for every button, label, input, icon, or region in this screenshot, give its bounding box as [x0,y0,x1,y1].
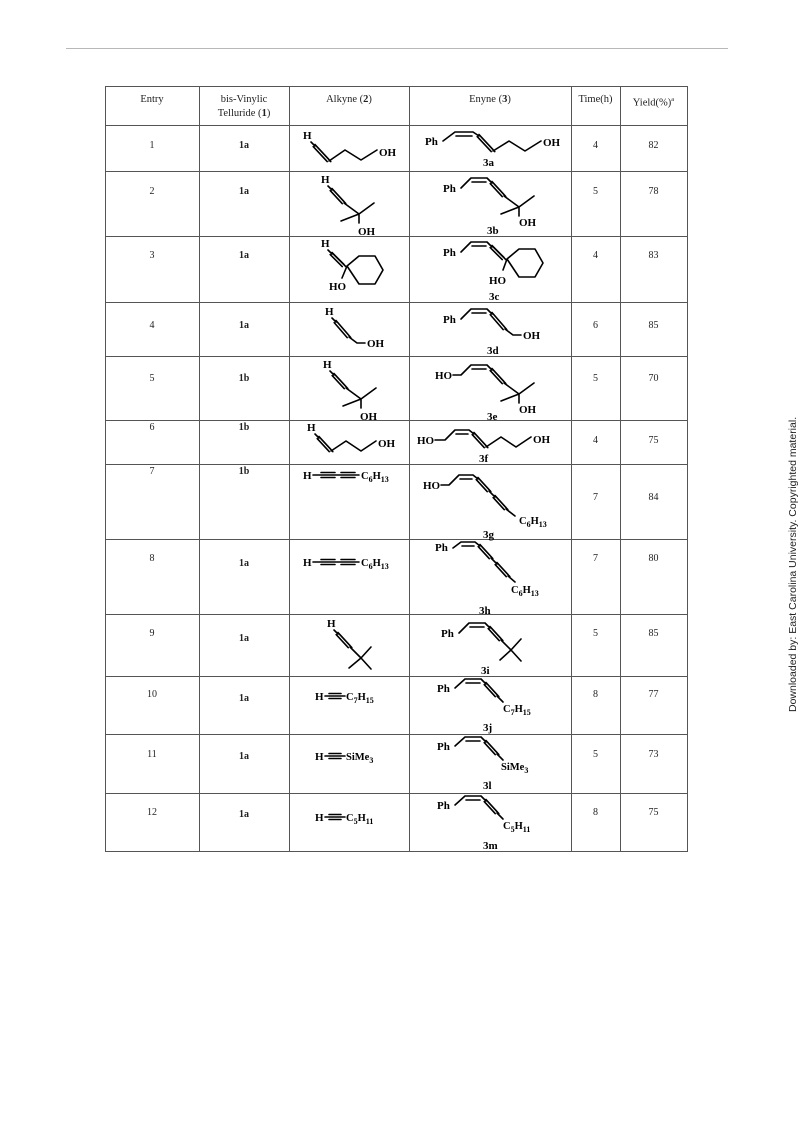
svg-text:SiMe3: SiMe$_3$ [346,752,374,765]
yield-cell: 70 [648,373,659,384]
alkyne-structure-2 [301,174,409,236]
svg-text:Ph: Ph [443,183,456,195]
entry-cell: 3 [149,250,155,261]
svg-text:OH: OH [519,217,537,229]
row-divider [105,614,688,615]
entry-cell: 9 [149,628,155,639]
telluride-cell: 1a [239,250,249,261]
header-enyne: Enyne (3) [469,94,511,105]
enyne-structure-3j [415,678,571,734]
entry-cell: 6 [149,422,155,433]
row-divider [105,734,688,735]
telluride-cell: 1a [239,186,249,197]
svg-text:H: H [315,751,324,763]
enyne-label: 3a [483,157,494,169]
yield-cell: 82 [648,140,659,151]
svg-text:HO: HO [423,480,441,492]
telluride-cell: 1a [239,751,249,762]
row-divider [105,676,688,677]
row-divider [105,171,688,172]
enyne-label: 3h [479,605,491,617]
time-cell: 6 [593,320,598,331]
svg-text:Ph: Ph [437,741,450,753]
enyne-label: 3m [483,840,498,852]
svg-text:OH: OH [358,226,376,238]
header-entry: Entry [140,94,164,105]
enyne-structure-3l [415,736,571,792]
download-watermark: Downloaded by: East Carolina University. Copyrighted material. [787,416,799,712]
svg-text:H: H [321,238,330,250]
alkyne-structure-5 [301,359,409,421]
svg-text:C7H15: $C_7H_{15}$ [503,704,531,717]
svg-text:C5H11: $C_5H_{11}$ [503,821,531,834]
svg-text:Ph: Ph [443,247,456,259]
yield-cell: 75 [648,435,659,446]
alkyne-structure-11 [301,746,409,770]
time-cell: 5 [593,628,598,639]
svg-text:H: H [307,422,316,434]
svg-text:Ph: Ph [425,136,438,148]
enyne-structure-3g [415,466,571,539]
entry-cell: 8 [149,553,155,564]
enyne-structure-3b [415,174,571,236]
yield-cell: 73 [648,749,659,760]
header-yield: Yield(%)$^a$ [632,96,675,109]
header-telluride: bis-Vinylic Telluride (1) [217,94,271,119]
telluride-cell: 1a [239,809,249,820]
svg-text:H: H [327,618,336,630]
yield-cell: 83 [648,250,659,261]
telluride-cell: 1a [239,320,249,331]
alkyne-structure-6 [301,422,409,462]
entry-cell: 7 [149,466,155,477]
yield-cell: 75 [648,807,659,818]
row-divider [105,356,688,357]
table-border [105,851,688,852]
alkyne-structure-12 [301,807,409,831]
svg-text:H: H [323,359,332,371]
time-cell: 7 [593,492,598,503]
col-divider [289,86,290,852]
enyne-structure-3i [415,617,571,675]
enyne-label: 3c [489,291,500,303]
svg-text:OH: OH [519,404,537,416]
svg-text:Ph: Ph [435,542,448,554]
results-table [105,86,688,852]
svg-text:H: H [303,557,312,569]
table-border [687,86,688,852]
alkyne-structure-1 [301,130,409,170]
header-rule [66,48,728,49]
alkyne-structure-4 [301,305,409,355]
enyne-label: 3f [479,453,489,465]
enyne-structure-3a [415,128,571,172]
enyne-label: 3l [483,780,492,792]
telluride-cell: 1a [239,633,249,644]
enyne-structure-3m [415,795,571,851]
telluride-cell: 1b [238,466,250,477]
alkyne-structure-10 [301,686,409,710]
enyne-structure-3c [415,238,571,302]
table-border [105,86,688,87]
svg-text:Ph: Ph [443,314,456,326]
time-cell: 4 [593,250,598,261]
telluride-cell: 1b [238,422,250,433]
svg-text:OH: OH [379,147,397,159]
alkyne-structure-9 [301,617,409,675]
svg-text:H: H [315,812,324,824]
enyne-label: 3d [487,345,499,357]
enyne-structure-3d [415,305,571,355]
yield-cell: 77 [648,689,659,700]
header-alkyne: Alkyne (2) [326,94,372,105]
entry-cell: 12 [147,807,157,818]
telluride-cell: 1a [239,558,249,569]
time-cell: 8 [593,689,598,700]
alkyne-structure-3 [301,238,409,302]
entry-cell: 2 [149,186,155,197]
enyne-structure-3f [415,422,571,464]
svg-text:OH: OH [533,434,551,446]
enyne-label: 3e [487,411,498,423]
row-divider [105,793,688,794]
enyne-label: 3g [483,529,494,541]
entry-cell: 4 [149,320,155,331]
header-time: Time(h) [578,94,613,105]
entry-cell: 5 [149,373,155,384]
svg-text:H: H [303,130,312,142]
alkyne-structure-7 [301,466,409,490]
svg-text:OH: OH [523,330,541,342]
row-divider [105,539,688,540]
svg-text:HO: HO [329,281,347,293]
svg-text:H: H [325,306,334,318]
svg-text:C6H13: $C_6H_{13}$ [361,471,389,484]
yield-cell: 85 [648,320,659,331]
time-cell: 5 [593,373,598,384]
svg-text:HO: HO [417,435,435,447]
row-divider [105,302,688,303]
col-divider [571,86,572,852]
time-cell: 4 [593,140,598,151]
time-cell: 4 [593,435,598,446]
svg-text:OH: OH [543,137,561,149]
svg-text:HO: HO [435,370,453,382]
col-divider [409,86,410,852]
entry-cell: 11 [147,749,157,760]
enyne-label: 3j [483,722,493,734]
svg-text:C6H13: $C_6H_{13}$ [519,516,547,529]
svg-text:Ph: Ph [437,683,450,695]
svg-text:C5H11: $C_5H_{11}$ [346,813,374,826]
yield-cell: 78 [648,186,659,197]
svg-text:C6H13: $C_6H_{13}$ [361,558,389,571]
svg-text:H: H [303,470,312,482]
yield-cell: 80 [648,553,659,564]
row-divider [105,125,688,126]
enyne-label: 3i [481,665,490,677]
telluride-cell: 1b [238,373,250,384]
entry-cell: 1 [149,140,155,151]
entry-cell: 10 [147,689,157,700]
svg-text:SiMe3: SiMe$_3$ [501,762,529,775]
svg-text:OH: OH [360,411,378,423]
svg-text:C6H13: $C_6H_{13}$ [511,585,539,598]
svg-text:OH: OH [378,438,396,450]
enyne-label: 3b [487,225,499,237]
yield-cell: 85 [648,628,659,639]
svg-text:C7H15: $C_7H_{15}$ [346,692,374,705]
enyne-structure-3e [415,359,571,421]
svg-text:Ph: Ph [437,800,450,812]
time-cell: 5 [593,186,598,197]
row-divider [105,236,688,237]
col-divider [620,86,621,852]
time-cell: 8 [593,807,598,818]
time-cell: 5 [593,749,598,760]
svg-text:H: H [315,691,324,703]
time-cell: 7 [593,553,598,564]
alkyne-structure-8 [301,553,409,577]
svg-text:Ph: Ph [441,628,454,640]
row-divider [105,464,688,465]
telluride-cell: 1a [239,693,249,704]
svg-text:H: H [321,174,330,186]
enyne-structure-3h [415,541,571,617]
svg-text:HO: HO [489,275,507,287]
telluride-cell: 1a [239,140,249,151]
yield-cell: 84 [648,492,659,503]
svg-text:OH: OH [367,338,385,350]
